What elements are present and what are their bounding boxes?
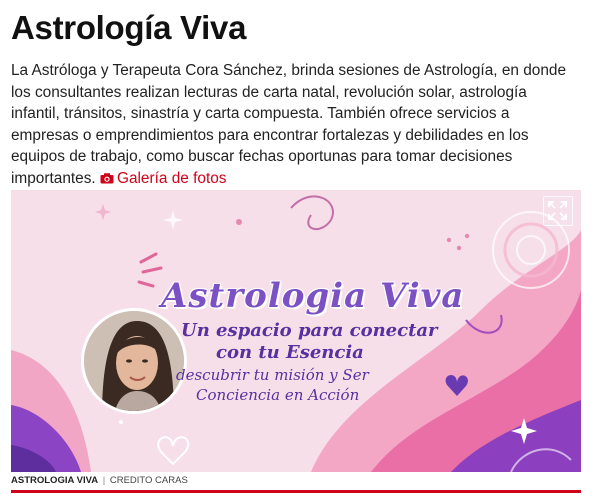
article-title: Astrología Viva: [11, 9, 247, 46]
description-text: La Astróloga y Terapeuta Cora Sánchez, brinda sesiones de Astrología, en donde los consultantes realizan lecturas de carta natal, revolución solar, astrología infantil, tránsitos, sinastría y carta compuesta. También ofrece servicios a empresas o emprendimientos para encontrar fortalezas y debilidades en los equipos de trabajo, como buscar fechas oportunas para tomar decisiones importantes.: [11, 62, 567, 187]
section-divider: [11, 490, 581, 493]
caption-separator: |: [102, 475, 106, 486]
portrait-image: [84, 311, 187, 414]
expand-icon: [544, 197, 571, 224]
portrait-photo: [81, 308, 187, 414]
gallery-link[interactable]: [100, 170, 227, 187]
banner-line-4: Conciencia en Acción: [196, 386, 360, 404]
camera-icon: [100, 173, 114, 184]
article-image[interactable]: [11, 190, 581, 472]
banner-line-3: descubrir tu misión y Ser: [176, 366, 369, 384]
banner-line-2: con tu Esencia: [216, 342, 364, 363]
banner-title: Astrologia Viva: [161, 276, 465, 316]
gallery-link-label: Galería de fotos: [116, 169, 227, 187]
image-caption: [11, 475, 188, 487]
expand-image-button[interactable]: [543, 196, 573, 226]
caption-credit: CREDITO CARAS: [109, 475, 188, 486]
caption-title: ASTROLOGIA VIVA: [11, 475, 99, 486]
article-description: [11, 60, 571, 189]
banner-line-1: Un espacio para conectar: [181, 320, 438, 341]
